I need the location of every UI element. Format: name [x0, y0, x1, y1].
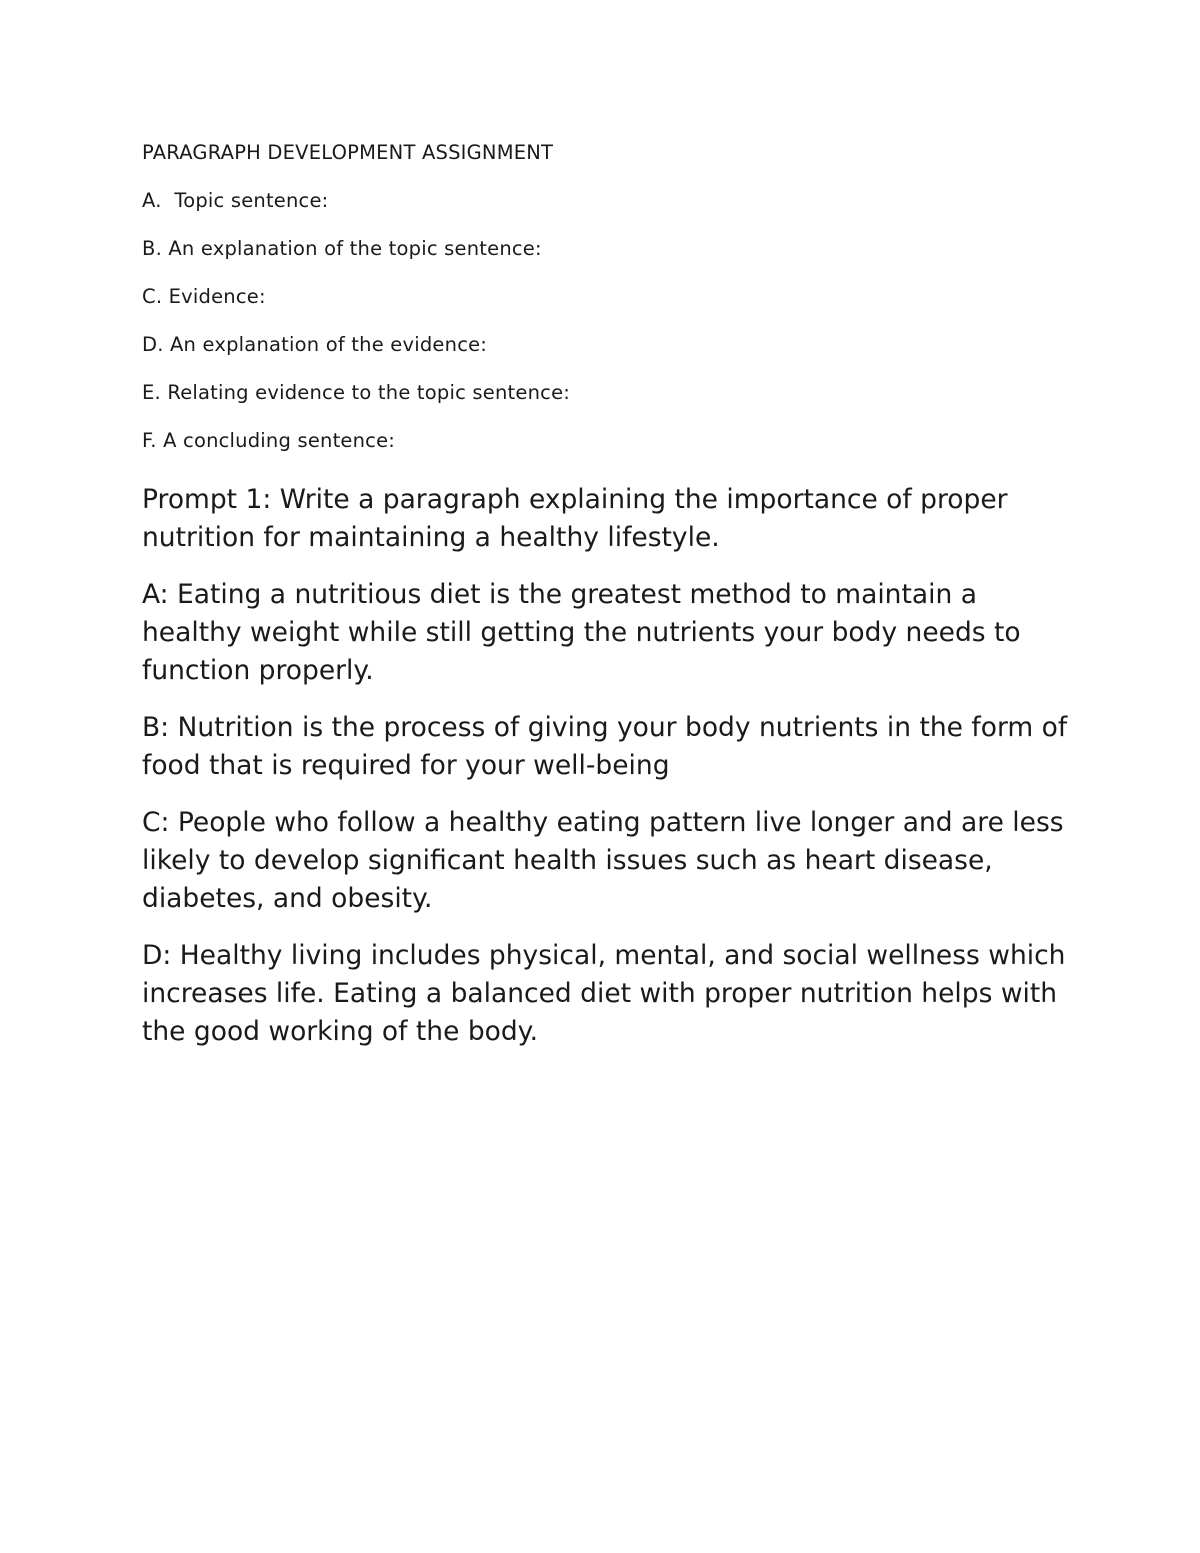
- outline-item-relating-evidence: E. Relating evidence to the topic sentence:: [142, 381, 571, 404]
- document-body: [142, 140, 1082, 1070]
- outline-item-evidence: C. Evidence:: [142, 285, 266, 308]
- outline-item-concluding-sentence: F. A concluding sentence:: [142, 429, 396, 452]
- answer-d: D: Healthy living includes physical, mental, and social wellness which increases life. Eating a balanced diet with proper nutrition helps with the good working of the body.: [142, 940, 1066, 1047]
- outline-item-explanation-of-evidence: D. An explanation of the evidence:: [142, 333, 488, 356]
- answer-c: C: People who follow a healthy eating pattern live longer and are less likely to develop significant health issues such as heart disease, diabetes, and obesity.: [142, 807, 1064, 914]
- answer-b: B: Nutrition is the process of giving your body nutrients in the form of food that is required for your well-being: [142, 712, 1068, 781]
- answer-a: A: Eating a nutritious diet is the greatest method to maintain a healthy weight while still getting the nutrients your body needs to function properly.: [142, 579, 1021, 686]
- prompt-paragraph: Prompt 1: Write a paragraph explaining the importance of proper nutrition for maintaining a healthy lifestyle.: [142, 484, 1008, 553]
- document-title: PARAGRAPH DEVELOPMENT ASSIGNMENT: [142, 141, 554, 164]
- outline-item-topic-sentence: A. Topic sentence:: [142, 189, 329, 212]
- outline-item-explanation-of-topic: B. An explanation of the topic sentence:: [142, 237, 542, 260]
